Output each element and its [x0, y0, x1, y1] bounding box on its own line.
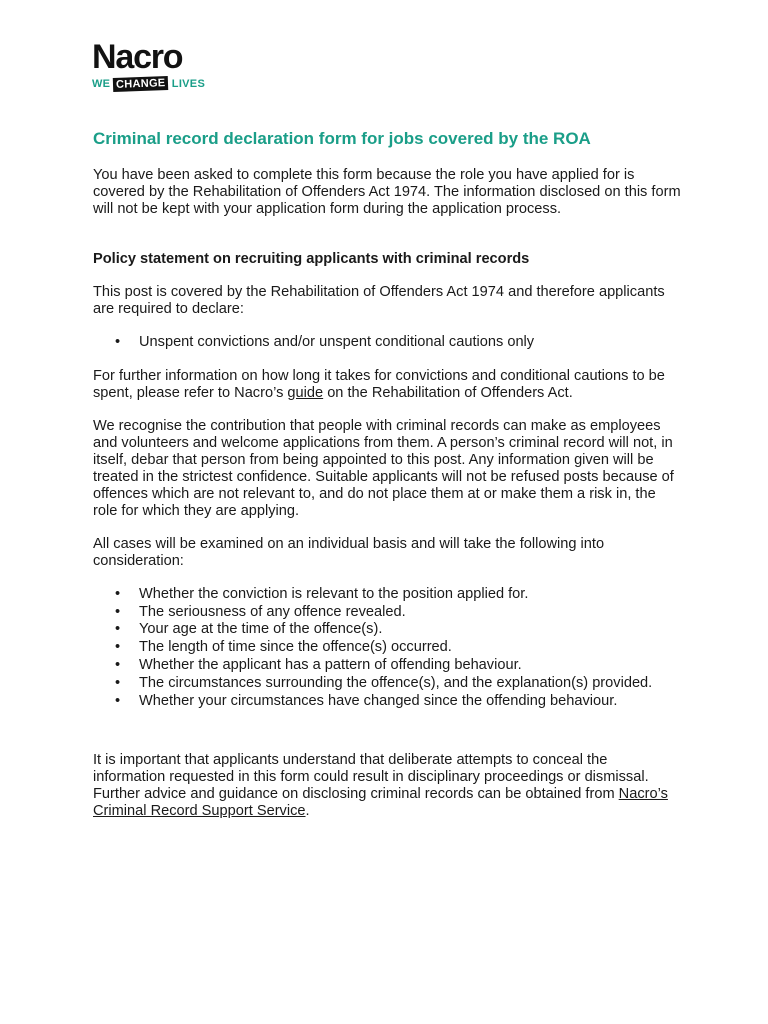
list-item-text: Whether the conviction is relevant to the position applied for.	[139, 585, 529, 602]
recognise-paragraph: We recognise the contribution that people with criminal records can make as employees and volunteers and welcome applications from them. A person’s criminal record will not, in itself, debar that person from being appointed to this post. Any information given will be treated in the strictest confidence. Suitable applicants will not be refused posts because of offences which are not relevant to, and do not place them at or make them a risk in, the role for which they are applying.	[93, 417, 674, 519]
declare-list	[93, 334, 683, 352]
further-info-text-end: on the Rehabilitation of Offenders Act.	[323, 384, 573, 401]
intro-paragraph: You have been asked to complete this form because the role you have applied for is covered by the Rehabilitation of Offenders Act 1974. The information disclosed on this form will not be kept with your application form during the application process.	[93, 167, 681, 217]
support-service-link[interactable]: Nacro’s Criminal Record Support Service	[93, 786, 668, 820]
logo-tagline-lives: LIVES	[171, 78, 206, 90]
cases-paragraph: All cases will be examined on an individual basis and will take the following into consideration:	[93, 535, 605, 569]
list-item-text: The seriousness of any offence revealed.	[139, 603, 406, 620]
bullet-icon: •	[115, 674, 121, 691]
declare-paragraph: This post is covered by the Rehabilitation of Offenders Act 1974 and therefore applicants are required to declare:	[93, 284, 665, 317]
nacro-logo	[92, 40, 207, 91]
list-item	[93, 675, 683, 693]
further-info-paragraph	[93, 368, 683, 402]
important-paragraph	[93, 752, 683, 820]
list-item-text: Your age at the time of the offence(s).	[139, 621, 383, 638]
logo-wordmark: Nacro	[92, 38, 183, 76]
important-text: It is important that applicants understand that deliberate attempts to conceal the information requested in this form could result in disciplinary proceedings or dismissal. Further advice and guidance on disclosing criminal records can be obtained from	[93, 752, 649, 803]
list-item	[93, 621, 683, 639]
list-item-text: The circumstances surrounding the offence(s), and the explanation(s) provided.	[139, 674, 653, 691]
list-item	[93, 657, 683, 675]
list-item-text: Whether the applicant has a pattern of offending behaviour.	[139, 656, 522, 673]
list-item	[93, 639, 683, 657]
list-item	[93, 586, 683, 604]
list-item	[93, 334, 683, 352]
important-text-end: .	[305, 803, 310, 820]
bullet-icon: •	[115, 692, 121, 709]
list-item	[93, 693, 683, 711]
document-body	[93, 129, 683, 836]
logo-tagline	[92, 77, 207, 91]
list-item-text: Unspent convictions and/or unspent conditional cautions only	[139, 334, 535, 350]
logo-tagline-we: WE	[92, 78, 111, 90]
bullet-icon: •	[115, 639, 121, 656]
logo-tagline-change: CHANGE	[113, 76, 169, 92]
list-item-text: Whether your circumstances have changed since the offending behaviour.	[139, 692, 618, 709]
document-title: Criminal record declaration form for jobs covered by the ROA	[93, 129, 591, 148]
further-info-text: For further information on how long it takes for convictions and conditional cautions to be spent, please refer to Nacro’s	[93, 367, 665, 401]
bullet-icon: •	[115, 334, 121, 350]
bullet-icon: •	[115, 585, 121, 602]
policy-heading: Policy statement on recruiting applicants with criminal records	[93, 251, 530, 267]
list-item-text: The length of time since the offence(s) occurred.	[139, 639, 452, 656]
bullet-icon: •	[115, 621, 121, 638]
guide-link[interactable]: guide	[287, 384, 324, 401]
bullet-icon: •	[115, 603, 121, 620]
consideration-list	[93, 586, 683, 711]
bullet-icon: •	[115, 656, 121, 673]
list-item	[93, 604, 683, 622]
